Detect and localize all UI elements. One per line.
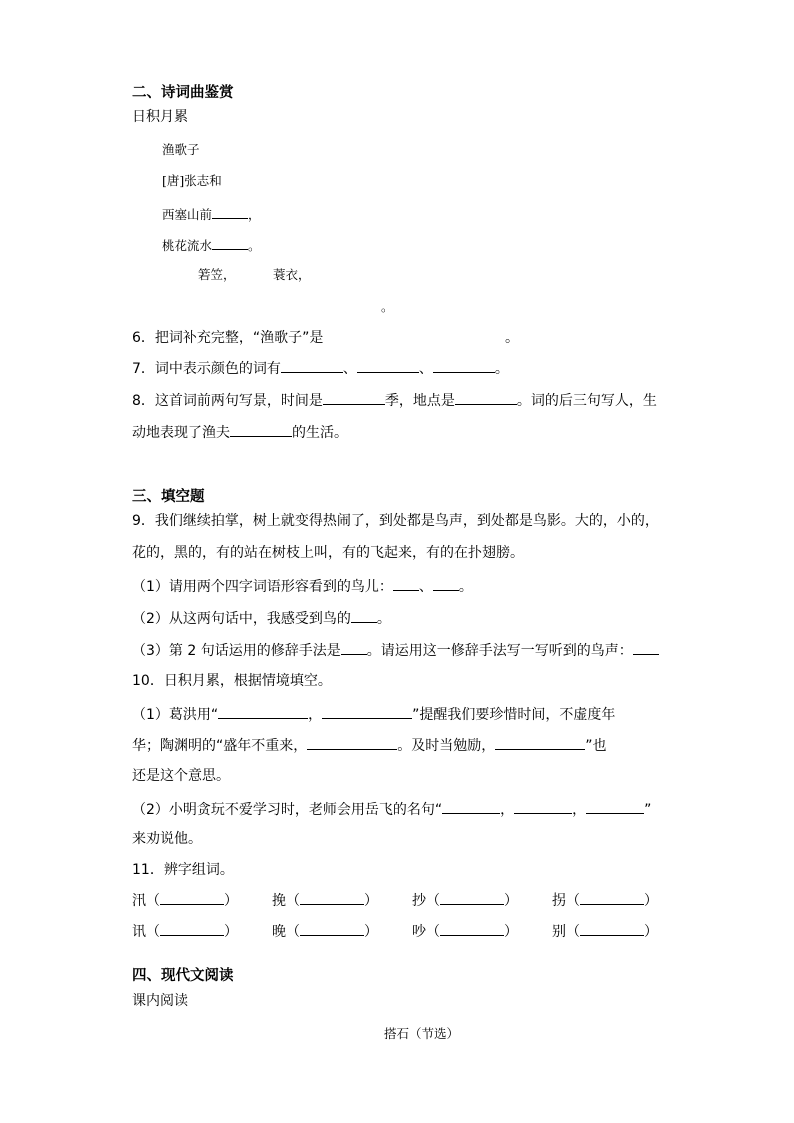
q9-1-sep: 、 (418, 579, 433, 595)
poem-line2-blank[interactable] (212, 235, 248, 250)
question-8-line2 (132, 422, 348, 442)
q10-1-line3: 还是这个意思。 (132, 768, 230, 784)
q11-blank[interactable] (580, 890, 644, 905)
q8-blank-season[interactable] (323, 390, 385, 405)
q11-blank[interactable] (300, 921, 364, 936)
q10-2-text-d: ” (644, 802, 652, 818)
question-7 (132, 358, 509, 378)
q10-1-text-c: ”提醒我们要珍惜时间，不虚度年 (412, 707, 616, 723)
poem-line3a: 箬笠， (198, 267, 236, 282)
q10-2-blank-2[interactable] (514, 799, 572, 814)
q11-cell: 抄（ ） (412, 890, 552, 910)
q11-blank[interactable] (580, 921, 644, 936)
q11-char: 别 (552, 924, 566, 940)
q9-3-text-a: （3）第 2 句话运用的修辞手法是 (132, 643, 341, 659)
section4-title: 四、现代文阅读 (132, 968, 234, 984)
q8-text-e: 的生活。 (292, 425, 348, 441)
question-6 (132, 329, 323, 347)
q9-3-blank-2[interactable] (633, 640, 659, 655)
q10-1-line1 (132, 704, 615, 724)
q11-blank[interactable] (440, 890, 504, 905)
poem-line3b: 蓑衣， (273, 267, 311, 282)
q7-end: 。 (494, 361, 509, 377)
poem-author: [唐]张志和 (162, 173, 222, 188)
q9-2-end: 。 (376, 611, 391, 627)
q10-2-text-c: ， (572, 802, 587, 818)
q9-3-blank-1[interactable] (341, 640, 367, 655)
poem-line1-blank[interactable] (212, 204, 248, 219)
q11-row-2 (132, 921, 692, 941)
q8-blank-life[interactable] (230, 422, 292, 437)
q10-2-text-a: （2）小明贪玩不爱学习时，老师会用岳飞的名句“ (132, 802, 443, 818)
q11-char: 拐 (552, 893, 566, 909)
q7-sep-2: 、 (418, 361, 433, 377)
q7-blank-1[interactable] (281, 358, 343, 373)
poem-line4: 。 (381, 299, 394, 314)
q6-end: 。 (505, 330, 519, 346)
q10-2-line2: 来劝说他。 (132, 831, 202, 847)
poem-line1 (162, 204, 261, 224)
q11-char: 讯 (132, 924, 146, 940)
section2-subtitle: 日积月累 (132, 109, 188, 125)
q11-blank[interactable] (160, 890, 224, 905)
q11-char: 晚 (272, 924, 286, 940)
q11-blank[interactable] (160, 921, 224, 936)
poem-title: 渔歌子 (162, 142, 200, 157)
q11-cell: 晚（ ） (272, 921, 412, 941)
q10-1-text-b: ， (308, 707, 323, 723)
q9-sub2 (132, 608, 391, 628)
q9-1-blank-1[interactable] (393, 576, 419, 591)
q7-blank-2[interactable] (357, 358, 419, 373)
section3-title: 三、填空题 (132, 489, 205, 505)
q7-text: 7．词中表示颜色的词有 (132, 361, 281, 377)
q10-title: 10．日积月累，根据情境填空。 (132, 673, 332, 689)
q11-blank[interactable] (300, 890, 364, 905)
q9-line2: 花的，黑的，有的站在树枝上叫，有的飞起来，有的在扑翅膀。 (132, 545, 524, 561)
q8-text-d: 动地表现了渔夫 (132, 425, 230, 441)
q11-char: 汛 (132, 893, 146, 909)
q9-1-end: 。 (458, 579, 473, 595)
q11-char: 挽 (272, 893, 286, 909)
q11-char: 抄 (412, 893, 426, 909)
q10-1-text-f: ”也 (585, 738, 607, 754)
q8-text-b: 季，地点是 (384, 393, 455, 409)
q10-2-blank-1[interactable] (442, 799, 500, 814)
q11-cell: 讯（ ） (132, 921, 272, 941)
q8-blank-place[interactable] (455, 390, 517, 405)
poem-line2-punct: 。 (248, 238, 261, 253)
q9-sub1 (132, 576, 473, 596)
q10-2-text-b: ， (500, 802, 515, 818)
poem-line1-punct: ， (248, 207, 261, 222)
q10-1-text-a: （1）葛洪用“ (132, 707, 219, 723)
poem-line2-text: 桃花流水 (162, 238, 213, 253)
q9-1-text: （1）请用两个四字词语形容看到的鸟儿： (132, 579, 393, 595)
q10-1-blank-3[interactable] (307, 735, 397, 750)
q7-sep-1: 、 (342, 361, 357, 377)
q9-2-blank[interactable] (351, 608, 377, 623)
q10-1-blank-1[interactable] (218, 704, 308, 719)
q8-text-a: 8．这首词前两句写景，时间是 (132, 393, 323, 409)
q11-row-1 (132, 890, 692, 910)
section2-title: 二、诗词曲鉴赏 (132, 85, 234, 101)
q9-line1: 9．我们继续拍掌，树上就变得热闹了，到处都是鸟声，到处都是鸟影。大的，小的， (132, 513, 659, 529)
q10-1-text-e: 。及时当勉励， (397, 738, 496, 754)
q11-title: 11．辨字组词。 (132, 862, 234, 878)
poem-line2 (162, 235, 261, 255)
q11-cell: 汛（ ） (132, 890, 272, 910)
q10-1-blank-2[interactable] (322, 704, 412, 719)
q7-blank-3[interactable] (433, 358, 495, 373)
q10-1-blank-4[interactable] (495, 735, 585, 750)
poem-line1-text: 西塞山前 (162, 207, 213, 222)
q11-blank[interactable] (440, 921, 504, 936)
q6-text: 6．把词补充完整，“渔歌子”是 (132, 330, 324, 346)
q11-cell: 拐（ ） (552, 890, 692, 910)
q9-1-blank-2[interactable] (433, 576, 459, 591)
q9-3-text-b: 。请运用这一修辞手法写一写听到的鸟声： (366, 643, 633, 659)
q10-2-line1 (132, 799, 651, 819)
q8-text-c: 。词的后三句写人，生 (516, 393, 657, 409)
passage-title: 搭石（节选） (384, 1026, 460, 1041)
q11-char: 吵 (412, 924, 426, 940)
question-8-line1 (132, 390, 657, 410)
q10-1-line2 (132, 735, 607, 755)
q11-cell: 挽（ ） (272, 890, 412, 910)
q9-sub3 (132, 640, 659, 660)
q9-2-text: （2）从这两句话中，我感受到鸟的 (132, 611, 351, 627)
q10-2-blank-3[interactable] (586, 799, 644, 814)
q11-cell: 吵（ ） (412, 921, 552, 941)
section4-subtitle: 课内阅读 (132, 993, 188, 1009)
q11-cell: 别（ ） (552, 921, 692, 941)
q10-1-text-d: 华；陶渊明的“盛年不重来， (132, 738, 308, 754)
